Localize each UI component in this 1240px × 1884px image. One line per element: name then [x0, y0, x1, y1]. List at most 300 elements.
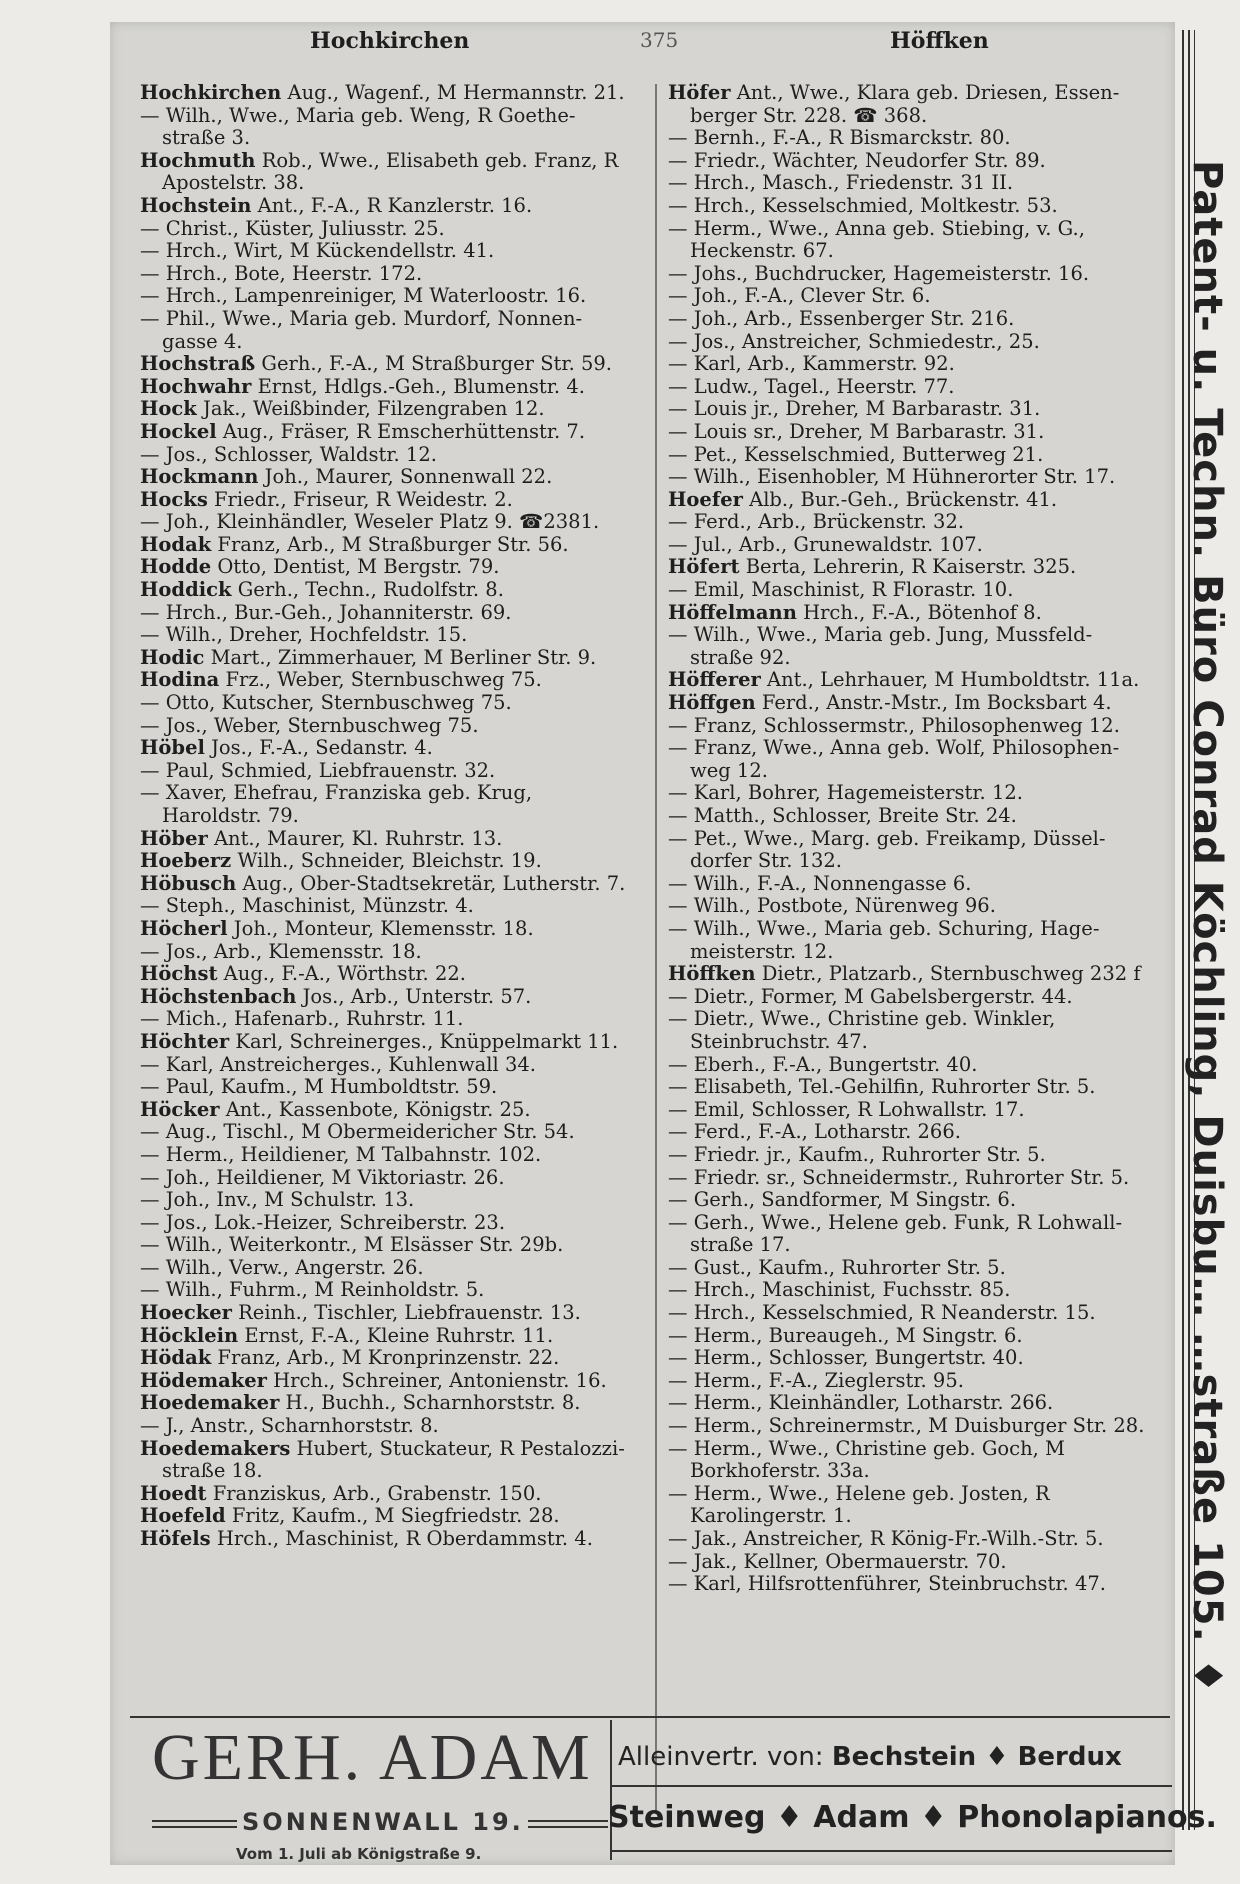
entry-surname: Höcklein: [140, 1323, 239, 1347]
entry-text: — Franz, Schlossermstr., Philosophenweg 12.: [668, 713, 1120, 737]
entry-text: Alb., Bur.-Geh., Brückenstr. 41.: [749, 487, 1058, 511]
entry-text: — Joh., Kleinhändler, Weseler Platz 9. ☎2381.: [140, 510, 600, 534]
directory-entry: [668, 624, 1178, 647]
entry-text: — Hrch., Lampenreiniger, M Waterloostr. 16.: [140, 284, 587, 308]
ad-rule: [528, 1820, 608, 1822]
directory-entry: [668, 873, 1178, 896]
directory-entry: [140, 1076, 640, 1099]
entry-surname: Höchstenbach: [140, 984, 297, 1008]
entry-text: straße 18.: [162, 1459, 263, 1483]
directory-entry: [140, 1144, 640, 1167]
directory-entry: [140, 1438, 640, 1461]
directory-entry: [140, 986, 640, 1009]
entry-text: berger Str. 228. ☎ 368.: [690, 103, 928, 127]
entry-surname: Hock: [140, 397, 197, 421]
directory-entry: [140, 172, 640, 195]
directory-entry: [140, 1054, 640, 1077]
entry-text: — Joh., Heildiener, M Viktoriastr. 26.: [140, 1165, 505, 1189]
entry-text: — Herm., Heildiener, M Talbahnstr. 102.: [140, 1142, 542, 1166]
entry-text: gasse 4.: [162, 329, 243, 353]
entry-text: weg 12.: [690, 758, 768, 782]
entry-text: Ant., Maurer, Kl. Ruhrstr. 13.: [213, 826, 503, 850]
entry-surname: Höcherl: [140, 916, 228, 940]
entry-text: — Franz, Wwe., Anna geb. Wolf, Philosophen-: [668, 736, 1120, 760]
directory-entry: [668, 421, 1178, 444]
directory-entry: [140, 1189, 640, 1212]
entry-text: Franz, Arb., M Kronprinzenstr. 22.: [217, 1346, 560, 1370]
entry-text: Hrch., Maschinist, R Oberdammstr. 4.: [216, 1527, 593, 1550]
directory-entry: [140, 127, 640, 150]
directory-entry: [140, 1483, 640, 1506]
entry-text: — Hrch., Kesselschmied, Moltkestr. 53.: [668, 193, 1058, 217]
entry-text: — Herm., Kleinhändler, Lotharstr. 266.: [668, 1391, 1054, 1415]
entry-text: Dietr., Platzarb., Sternbuschweg 232 f: [761, 962, 1141, 986]
directory-entry: [668, 737, 1178, 760]
entry-text: — Phil., Wwe., Maria geb. Murdorf, Nonnen-: [140, 306, 583, 330]
entry-text: Friedr., Friseur, R Weidestr. 2.: [214, 487, 513, 511]
entry-text: — Steph., Maschinist, Münzstr. 4.: [140, 894, 474, 918]
column-divider: [655, 84, 657, 1814]
directory-entry: [140, 1528, 640, 1551]
entry-text: — Joh., Arb., Essenberger Str. 216.: [668, 306, 1015, 330]
entry-surname: Höfels: [140, 1527, 211, 1550]
ad-company-name: GERH. ADAM: [152, 1721, 593, 1794]
entry-text: — Matth., Schlosser, Breite Str. 24.: [668, 804, 1017, 827]
ad-line-1-brands: Bechstein ♦ Berdux: [831, 1742, 1122, 1772]
directory-entry: [140, 331, 640, 354]
entry-surname: Hoefeld: [140, 1504, 226, 1528]
directory-entry: [668, 1121, 1178, 1144]
entry-text: Gerh., F.-A., M Straßburger Str. 59.: [261, 352, 612, 376]
entry-text: Jos., Arb., Unterstr. 57.: [302, 984, 532, 1008]
directory-entry: [140, 624, 640, 647]
entry-text: — Mich., Hafenarb., Ruhrstr. 11.: [140, 1007, 464, 1031]
entry-text: — Joh., F.-A., Clever Str. 6.: [668, 284, 931, 308]
entry-text: — Jos., Schlosser, Waldstr. 12.: [140, 442, 437, 466]
entry-surname: Höbusch: [140, 871, 237, 895]
directory-entry: [140, 1460, 640, 1483]
entry-text: — Elisabeth, Tel.-Gehilfin, Ruhrorter Str. 5.: [668, 1075, 1096, 1099]
directory-entry: [668, 850, 1178, 873]
entry-text: — Jak., Anstreicher, R König-Fr.-Wilh.-Str. 5.: [668, 1527, 1104, 1550]
directory-entry: [668, 556, 1178, 579]
entry-text: — Jul., Arb., Grunewaldstr. 107.: [668, 532, 983, 556]
directory-entry: [668, 1573, 1178, 1596]
entry-surname: Hodina: [140, 668, 220, 692]
entry-text: Ernst, F.-A., Kleine Ruhrstr. 11.: [244, 1323, 554, 1347]
entry-text: — Ludw., Tagel., Heerstr. 77.: [668, 374, 955, 398]
directory-entry: [140, 444, 640, 467]
entry-surname: Hochmuth: [140, 148, 256, 172]
directory-entry: [140, 579, 640, 602]
ad-line-1-prefix: Alleinvertr. von:: [618, 1742, 824, 1772]
entry-text: — Wilh., Weiterkontr., M Elsässer Str. 29b.: [140, 1233, 564, 1257]
directory-entry: [668, 941, 1178, 964]
directory-entry: [140, 263, 640, 286]
directory-entry: [140, 353, 640, 376]
entry-text: Fritz, Kaufm., M Siegfriedstr. 28.: [231, 1504, 560, 1528]
entry-text: Hrch., Schreiner, Antonienstr. 16.: [273, 1368, 607, 1392]
directory-entry: [668, 353, 1178, 376]
directory-entry: [668, 150, 1178, 173]
entry-text: Joh., Monteur, Klemensstr. 18.: [233, 916, 534, 940]
entry-text: Aug., F.-A., Wörthstr. 22.: [223, 962, 466, 986]
entry-text: — Eberh., F.-A., Bungertstr. 40.: [668, 1052, 978, 1076]
entry-text: — Paul, Kaufm., M Humboldtstr. 59.: [140, 1075, 498, 1099]
entry-text: — Hrch., Maschinist, Fuchsstr. 85.: [668, 1278, 1011, 1302]
entry-surname: Hoedemakers: [140, 1436, 291, 1460]
directory-entry: [140, 692, 640, 715]
entry-surname: Hockmann: [140, 465, 259, 489]
directory-entry: [668, 1167, 1178, 1190]
directory-entry: [140, 782, 640, 805]
entry-surname: Höchter: [140, 1029, 230, 1053]
directory-entry: [668, 805, 1178, 828]
directory-entry: [668, 444, 1178, 467]
entry-surname: Hoeberz: [140, 849, 232, 873]
entry-text: — Jos., Arb., Klemensstr. 18.: [140, 939, 422, 963]
entry-text: — Karl, Hilfsrottenführer, Steinbruchstr. 47.: [668, 1572, 1106, 1596]
entry-text: — Wilh., Postbote, Nürenweg 96.: [668, 894, 996, 918]
directory-entry: [140, 1415, 640, 1438]
directory-entry: [140, 556, 640, 579]
directory-entry: [668, 692, 1178, 715]
directory-entry: [668, 1483, 1178, 1506]
entry-surname: Höfer: [668, 81, 731, 104]
directory-entry: [140, 850, 640, 873]
entry-text: — Louis jr., Dreher, M Barbarastr. 31.: [668, 397, 1041, 421]
left-column: [140, 82, 640, 1551]
directory-entry: [668, 1054, 1178, 1077]
directory-entry: [140, 1302, 640, 1325]
entry-surname: Höfferer: [668, 668, 761, 692]
entry-text: — Emil, Schlosser, R Lohwallstr. 17.: [668, 1097, 1025, 1121]
entry-text: — Jos., Anstreicher, Schmiedestr., 25.: [668, 329, 1040, 353]
entry-text: — Karl, Anstreicherges., Kuhlenwall 34.: [140, 1052, 536, 1076]
entry-surname: Höchst: [140, 962, 218, 986]
directory-entry: [668, 828, 1178, 851]
directory-entry: [668, 1008, 1178, 1031]
entry-text: — Friedr. sr., Schneidermstr., Ruhrorter Str. 5.: [668, 1165, 1130, 1189]
entry-text: Joh., Maurer, Sonnenwall 22.: [264, 465, 553, 489]
directory-entry: [140, 105, 640, 128]
directory-entry: [140, 918, 640, 941]
entry-text: — Jos., Weber, Sternbuschweg 75.: [140, 713, 479, 737]
directory-entry: [668, 1189, 1178, 1212]
directory-entry: [140, 1347, 640, 1370]
entry-text: — Ferd., F.-A., Lotharstr. 266.: [668, 1120, 961, 1144]
directory-entry: [668, 963, 1178, 986]
entry-surname: Hödak: [140, 1346, 212, 1370]
directory-entry: [668, 986, 1178, 1009]
entry-surname: Hodak: [140, 532, 212, 556]
directory-entry: [140, 1257, 640, 1280]
directory-entry: [668, 1528, 1178, 1551]
entry-text: dorfer Str. 132.: [690, 849, 843, 873]
entry-text: — Wilh., Fuhrm., M Reinholdstr. 5.: [140, 1278, 485, 1302]
directory-entry: [140, 308, 640, 331]
directory-entry: [668, 331, 1178, 354]
header-left-keyword: Hochkirchen: [310, 28, 470, 54]
entry-text: Mart., Zimmerhauer, M Berliner Str. 9.: [210, 645, 597, 669]
page-header: [130, 28, 1170, 60]
entry-text: — Otto, Kutscher, Sternbuschweg 75.: [140, 691, 512, 715]
ad-line-2: Steinweg ♦ Adam ♦ Phonolapianos.: [608, 1800, 1217, 1835]
directory-entry: [140, 240, 640, 263]
entry-surname: Hoedemaker: [140, 1391, 280, 1415]
directory-entry: [668, 489, 1178, 512]
directory-entry: [140, 82, 640, 105]
entry-text: — Wilh., Verw., Angerstr. 26.: [140, 1255, 424, 1279]
entry-text: — Emil, Maschinist, R Florastr. 10.: [668, 578, 1014, 602]
directory-entry: [668, 1325, 1178, 1348]
page-number: 375: [640, 28, 679, 52]
directory-entry: [668, 398, 1178, 421]
directory-entry: [140, 1121, 640, 1144]
entry-text: Jos., F.-A., Sedanstr. 4.: [211, 736, 433, 760]
entry-text: — Dietr., Former, M Gabelsbergerstr. 44.: [668, 984, 1073, 1008]
entry-surname: Hoecker: [140, 1301, 232, 1325]
entry-text: — Gerh., Sandformer, M Singstr. 6.: [668, 1188, 1017, 1212]
directory-entry: [668, 195, 1178, 218]
directory-entry: [668, 782, 1178, 805]
entry-surname: Hodde: [140, 555, 212, 579]
directory-entry: [140, 1167, 640, 1190]
entry-text: Hrch., F.-A., Bötenhof 8.: [803, 600, 1042, 624]
directory-entry: [668, 1212, 1178, 1235]
entry-surname: Hochstraß: [140, 352, 256, 376]
directory-entry: [668, 760, 1178, 783]
entry-text: Aug., Wagenf., M Hermannstr. 21.: [287, 81, 625, 104]
directory-entry: [668, 376, 1178, 399]
entry-text: Ant., Kassenbote, Königstr. 25.: [225, 1097, 531, 1121]
entry-text: — Wilh., Wwe., Maria geb. Schuring, Hage-: [668, 916, 1100, 940]
ad-address: SONNENWALL 19.: [242, 1808, 524, 1836]
directory-entry: [140, 1008, 640, 1031]
directory-entry: [140, 1325, 640, 1348]
directory-entry: [668, 105, 1178, 128]
entry-text: Reinh., Tischler, Liebfrauenstr. 13.: [238, 1301, 581, 1325]
directory-entry: [140, 941, 640, 964]
entry-text: H., Buchh., Scharnhorststr. 8.: [285, 1391, 581, 1415]
entry-surname: Hocks: [140, 487, 208, 511]
entry-surname: Hoefer: [668, 487, 743, 511]
entry-text: Jak., Weißbinder, Filzengraben 12.: [203, 397, 545, 421]
directory-entry: [140, 669, 640, 692]
entry-text: Ant., Lehrhauer, M Humboldtstr. 11a.: [767, 668, 1140, 692]
directory-entry: [668, 1076, 1178, 1099]
entry-surname: Höbel: [140, 736, 205, 760]
directory-entry: [668, 218, 1178, 241]
directory-entry: [140, 963, 640, 986]
directory-entry: [668, 715, 1178, 738]
entry-text: straße 3.: [162, 126, 251, 150]
entry-surname: Höffgen: [668, 691, 756, 715]
directory-entry: [668, 1144, 1178, 1167]
entry-text: — Louis sr., Dreher, M Barbarastr. 31.: [668, 419, 1045, 443]
directory-entry: [668, 1438, 1178, 1461]
entry-text: Ferd., Anstr.-Mstr., Im Bocksbart 4.: [761, 691, 1112, 715]
entry-surname: Hochkirchen: [140, 81, 282, 104]
entry-text: Aug., Fräser, R Emscherhüttenstr. 7.: [222, 419, 586, 443]
entry-text: Apostelstr. 38.: [162, 171, 305, 195]
directory-entry: [140, 1031, 640, 1054]
directory-entry: [668, 172, 1178, 195]
entry-text: Borkhoferstr. 33a.: [690, 1459, 870, 1483]
entry-text: — Bernh., F.-A., R Bismarckstr. 80.: [668, 126, 1011, 150]
ad-line-1: [618, 1742, 1122, 1772]
directory-entry: [668, 1505, 1178, 1528]
entry-surname: Höffken: [668, 962, 756, 986]
directory-entry: [668, 534, 1178, 557]
entry-text: Heckenstr. 67.: [690, 239, 834, 263]
directory-entry: [668, 511, 1178, 534]
entry-surname: Hockel: [140, 419, 217, 443]
directory-entry: [140, 1279, 640, 1302]
directory-entry: [668, 647, 1178, 670]
entry-text: — Wilh., Eisenhobler, M Hühnerorter Str. 17.: [668, 465, 1116, 489]
directory-entry: [140, 873, 640, 896]
entry-text: Ernst, Hdlgs.-Geh., Blumenstr. 4.: [257, 374, 585, 398]
entry-text: Rob., Wwe., Elisabeth geb. Franz, R: [261, 148, 619, 172]
entry-text: — Jak., Kellner, Obermauerstr. 70.: [668, 1549, 1007, 1573]
entry-text: — Hrch., Bur.-Geh., Johanniterstr. 69.: [140, 600, 512, 624]
entry-text: — Herm., Wwe., Anna geb. Stiebing, v. G.,: [668, 216, 1085, 240]
entry-text: — Friedr. jr., Kaufm., Ruhrorter Str. 5.: [668, 1142, 1046, 1166]
entry-text: — Herm., Schlosser, Bungertstr. 40.: [668, 1346, 1024, 1370]
ad-note: Vom 1. Juli ab Königstraße 9.: [236, 1845, 482, 1863]
directory-entry: [668, 466, 1178, 489]
right-column: [668, 82, 1178, 1596]
directory-entry: [668, 1460, 1178, 1483]
entry-text: — Dietr., Wwe., Christine geb. Winkler,: [668, 1007, 1056, 1031]
directory-entry: [668, 1099, 1178, 1122]
entry-text: — Christ., Küster, Juliusstr. 25.: [140, 216, 445, 240]
directory-entry: [140, 737, 640, 760]
entry-text: — Hrch., Masch., Friedenstr. 31 II.: [668, 171, 1014, 195]
entry-text: — Johs., Buchdrucker, Hagemeisterstr. 16.: [668, 261, 1090, 285]
entry-text: Gerh., Techn., Rudolfstr. 8.: [237, 578, 504, 602]
sidebar-advertisement: Patent- u. Techn. Büro Conrad Köchling, Duisbu… …straße 105. ♦: [1184, 160, 1230, 1695]
directory-entry: [668, 263, 1178, 286]
directory-entry: [668, 669, 1178, 692]
entry-surname: Hoedt: [140, 1481, 207, 1505]
entry-text: — Gust., Kaufm., Ruhrorter Str. 5.: [668, 1255, 1006, 1279]
directory-entry: [668, 1370, 1178, 1393]
directory-entry: [668, 1257, 1178, 1280]
ad-rule: [152, 1820, 237, 1822]
entry-text: — Joh., Inv., M Schulstr. 13.: [140, 1188, 415, 1212]
entry-text: — Friedr., Wächter, Neudorfer Str. 89.: [668, 148, 1046, 172]
entry-text: — Pet., Wwe., Marg. geb. Freikamp, Düssel-: [668, 826, 1106, 850]
directory-entry: [668, 1234, 1178, 1257]
directory-entry: [668, 1415, 1178, 1438]
directory-entry: [140, 1099, 640, 1122]
directory-entry: [140, 1505, 640, 1528]
directory-entry: [140, 1212, 640, 1235]
directory-entry: [140, 534, 640, 557]
directory-entry: [140, 715, 640, 738]
entry-text: — Hrch., Wirt, M Kückendellstr. 41.: [140, 239, 495, 263]
entry-text: — Wilh., Dreher, Hochfeldstr. 15.: [140, 623, 468, 647]
entry-text: — Karl, Arb., Kammerstr. 92.: [668, 352, 955, 376]
entry-text: — Wilh., Wwe., Maria geb. Weng, R Goethe-: [140, 103, 576, 127]
ad-rule: [152, 1826, 237, 1828]
entry-text: — Hrch., Bote, Heerstr. 172.: [140, 261, 423, 285]
ad-divider: [130, 1716, 1170, 1718]
entry-text: Franz, Arb., M Straßburger Str. 56.: [217, 532, 569, 556]
entry-text: — Herm., Wwe., Christine geb. Goch, M: [668, 1436, 1065, 1460]
entry-text: Aug., Ober-Stadtsekretär, Lutherstr. 7.: [242, 871, 626, 895]
entry-text: — Herm., Schreinermstr., M Duisburger Str. 28.: [668, 1414, 1145, 1438]
entry-text: meisterstr. 12.: [690, 939, 834, 963]
directory-entry: [140, 466, 640, 489]
entry-surname: Hochwahr: [140, 374, 252, 398]
entry-surname: Hoddick: [140, 578, 232, 602]
directory-entry: [140, 647, 640, 670]
entry-text: — J., Anstr., Scharnhorststr. 8.: [140, 1414, 439, 1438]
entry-surname: Höffelmann: [668, 600, 797, 624]
directory-entry: [668, 895, 1178, 918]
entry-text: — Pet., Kesselschmied, Butterweg 21.: [668, 442, 1044, 466]
directory-entry: [668, 82, 1178, 105]
entry-text: Ant., F.-A., R Kanzlerstr. 16.: [257, 193, 533, 217]
entry-text: Wilh., Schneider, Bleichstr. 19.: [237, 849, 542, 873]
entry-text: — Herm., Wwe., Helene geb. Josten, R: [668, 1481, 1050, 1505]
entry-text: Karolingerstr. 1.: [690, 1504, 852, 1528]
directory-entry: [668, 285, 1178, 308]
entry-text: — Wilh., Wwe., Maria geb. Jung, Mussfeld-: [668, 623, 1093, 647]
directory-entry: [668, 918, 1178, 941]
directory-entry: [668, 1031, 1178, 1054]
directory-entry: [140, 1370, 640, 1393]
directory-entry: [140, 150, 640, 173]
entry-surname: Höber: [140, 826, 208, 850]
entry-surname: Höcker: [140, 1097, 220, 1121]
entry-text: — Herm., F.-A., Zieglerstr. 95.: [668, 1368, 964, 1392]
directory-entry: [140, 895, 640, 918]
ad-divider-vertical: [610, 1720, 612, 1860]
directory-entry: [140, 218, 640, 241]
entry-text: — Ferd., Arb., Brückenstr. 32.: [668, 510, 965, 534]
entry-text: Hubert, Stuckateur, R Pestalozzi-: [296, 1436, 625, 1460]
header-right-keyword: Höffken: [890, 28, 989, 54]
directory-entry: [140, 828, 640, 851]
directory-entry: [668, 1347, 1178, 1370]
ad-rule: [612, 1850, 1172, 1852]
entry-surname: Hochstein: [140, 193, 252, 217]
entry-text: — Aug., Tischl., M Obermeidericher Str. 54.: [140, 1120, 575, 1144]
ad-rule: [528, 1826, 608, 1828]
entry-text: — Xaver, Ehefrau, Franziska geb. Krug,: [140, 781, 533, 805]
directory-entry: [668, 602, 1178, 625]
entry-text: — Paul, Schmied, Liebfrauenstr. 32.: [140, 758, 496, 782]
directory-entry: [140, 511, 640, 534]
directory-entry: [140, 1392, 640, 1415]
entry-text: — Karl, Bohrer, Hagemeisterstr. 12.: [668, 781, 1023, 805]
directory-entry: [668, 240, 1178, 263]
directory-entry: [668, 127, 1178, 150]
directory-entry: [140, 421, 640, 444]
ad-rule: [612, 1785, 1172, 1787]
directory-entry: [140, 489, 640, 512]
entry-surname: Höfert: [668, 555, 740, 579]
entry-text: straße 17.: [690, 1233, 791, 1257]
directory-entry: [668, 1551, 1178, 1574]
entry-text: Frz., Weber, Sternbuschweg 75.: [225, 668, 542, 692]
entry-text: Steinbruchstr. 47.: [690, 1029, 868, 1053]
directory-entry: [140, 602, 640, 625]
